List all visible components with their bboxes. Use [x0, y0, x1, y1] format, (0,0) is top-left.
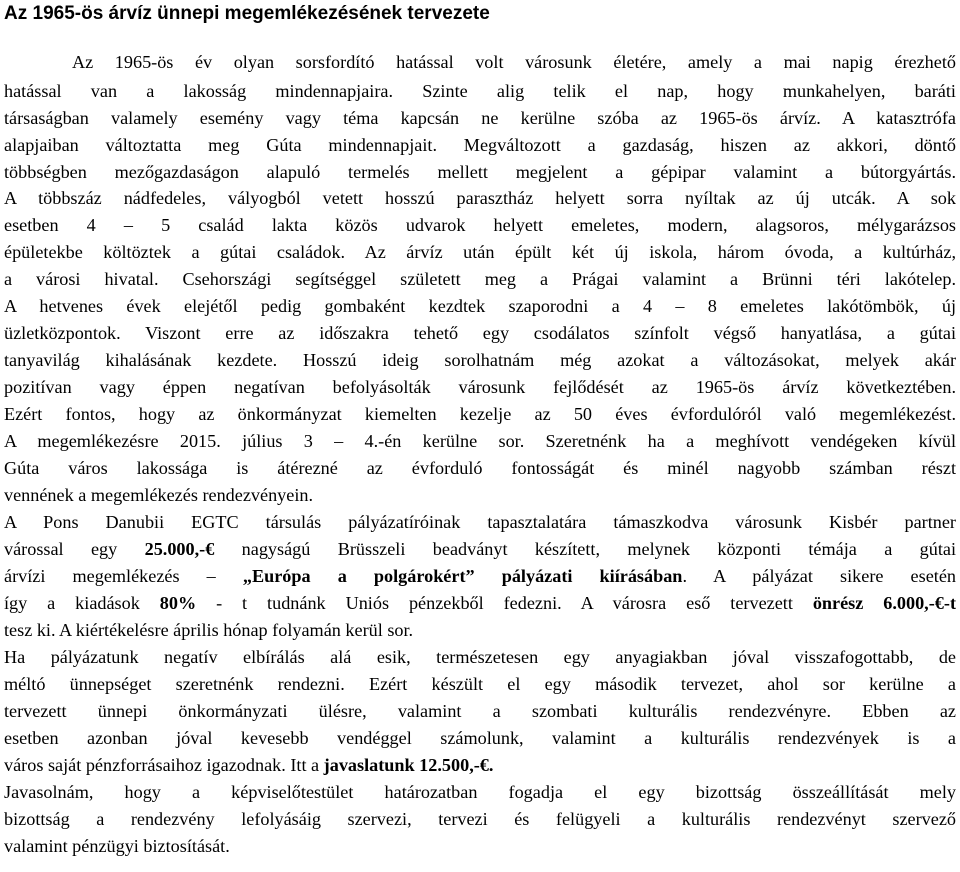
text-line: esetben azonban jóval kevesebb vendéggel számolunk, valamint a kulturális rendezvények is a — [4, 728, 956, 748]
text-line: valamint pénzügyi biztosítását. — [4, 836, 230, 856]
text-line: Gúta város lakossága is átérezné az évforduló fontosságát és minél nagyobb számban részt — [4, 458, 956, 478]
text-line: épületekbe költöztek a gútai családok. Az árvíz után épült két új iskola, három óvoda, a kultúrház, — [4, 242, 956, 262]
text-run: . A pályázat sikere esetén — [682, 566, 956, 586]
text-line: esetben 4 – 5 család lakta közös udvarok helyett emeletes, modern, alagsoros, mélygarázsos — [4, 215, 956, 235]
text-line: pozitívan vagy éppen negatívan befolyásolták városunk fejlődését az 1965-ös árvíz következtében. — [4, 377, 956, 397]
text-run: árvízi megemlékezés – — [4, 566, 243, 586]
text-line: tesz ki. A kiértékelésre április hónap folyamán kerül sor. — [4, 620, 414, 640]
text-line — [4, 754, 956, 776]
text-line: A többszáz nádfedeles, vályogból vetett hosszú parasztház helyett sorra nyíltak az új utcák. A sok — [4, 188, 956, 208]
bold-program-name: „Európa a polgárokért” pályázati kiírásában — [242, 566, 683, 586]
text-line: bizottság a rendezvény lefolyásáig szervezi, tervezi és felügyeli a kulturális rendezvényt szervező — [4, 809, 956, 829]
text-line: vennének a megemlékezés rendezvényein. — [4, 485, 314, 505]
bold-own-share: önrész 6.000,-€-t — [812, 593, 956, 613]
text-run: város saját pénzforrásaihoz igazodnak. Itt a — [4, 755, 324, 775]
text-line — [4, 538, 956, 560]
text-line: Javasolnám, hogy a képviselőtestület határozatban fogadja el egy bizottság összeállítását mely — [4, 782, 956, 802]
text-line: méltó ünnepséget szeretnénk rendezni. Ezért készült el egy második tervezet, ahol sor kerülne a — [4, 674, 956, 694]
text-run: - t tudnánk Uniós pénzekből fedezni. A városra eső tervezett — [196, 593, 813, 613]
text-line: társaságban valamely esemény vagy téma kapcsán ne kerülne szóba az 1965-ös árvíz. A katasztrófa — [4, 108, 956, 128]
text-run: várossal egy — [4, 539, 145, 559]
bold-proposal: javaslatunk 12.500,-€. — [323, 755, 494, 775]
text-line: Ezért fontos, hogy az önkormányzat kiemelten kezelje az 50 éves évfordulóról való megemlékezést. — [4, 404, 956, 424]
text-line: üzletközpontok. Viszont erre az időszakra tehető egy csodálatos színfolt végső hanyatlása, a gútai — [4, 323, 956, 343]
text-line: többségben mezőgazdaságon alapuló termelés mellett megjelent a gépipar valamint a bútorgyártás. — [4, 162, 956, 182]
text-line: A Pons Danubii EGTC társulás pályázatíróinak tapasztalatára támaszkodva városunk Kisbér partner — [4, 512, 956, 532]
text-line — [4, 565, 956, 587]
document-title: Az 1965-ös árvíz ünnepi megemlékezésének tervezete — [4, 3, 490, 24]
text-line: A hetvenes évek elejétől pedig gombaként kezdtek szaporodni a 4 – 8 emeletes lakótömbök, új — [4, 296, 956, 316]
bold-percent: 80% — [159, 593, 197, 613]
text-line: Ha pályázatunk negatív elbírálás alá esik, természetesen egy anyagiakban jóval visszafogottabb, de — [4, 647, 956, 667]
text-line: alapjaiban változtatta meg Gúta mindennapjait. Megváltozott a gazdaság, hiszen az akkori, döntő — [4, 135, 956, 155]
text-line: Az 1965-ös év olyan sorsfordító hatással volt városunk életére, amely a mai napig érezhető — [72, 52, 956, 72]
bold-amount: 25.000,-€ — [144, 539, 215, 559]
text-line: A megemlékezésre 2015. július 3 – 4.-én kerülne sor. Szeretnénk ha a meghívott vendégeken kívül — [4, 431, 956, 451]
text-line: hatással van a lakosság mindennapjaira. Szinte alig telik el nap, hogy munkahelyen, baráti — [4, 81, 956, 101]
text-line — [4, 592, 956, 614]
text-run: nagyságú Brüsszeli beadványt készített, melynek központi témája a gútai — [214, 539, 957, 559]
text-line: a városi hivatal. Csehországi segítséggel született meg a Prágai valamint a Brünni téri lakótelep. — [4, 269, 956, 289]
text-line: tervezett ünnepi önkormányzati ülésre, valamint a szombati kulturális rendezvényre. Ebben az — [4, 701, 956, 721]
text-line: tanyavilág kihalásának kezdete. Hosszú ideig sorolhatnám még azokat a változásokat, melyek akár — [4, 350, 956, 370]
text-run: így a kiadások — [4, 593, 160, 613]
